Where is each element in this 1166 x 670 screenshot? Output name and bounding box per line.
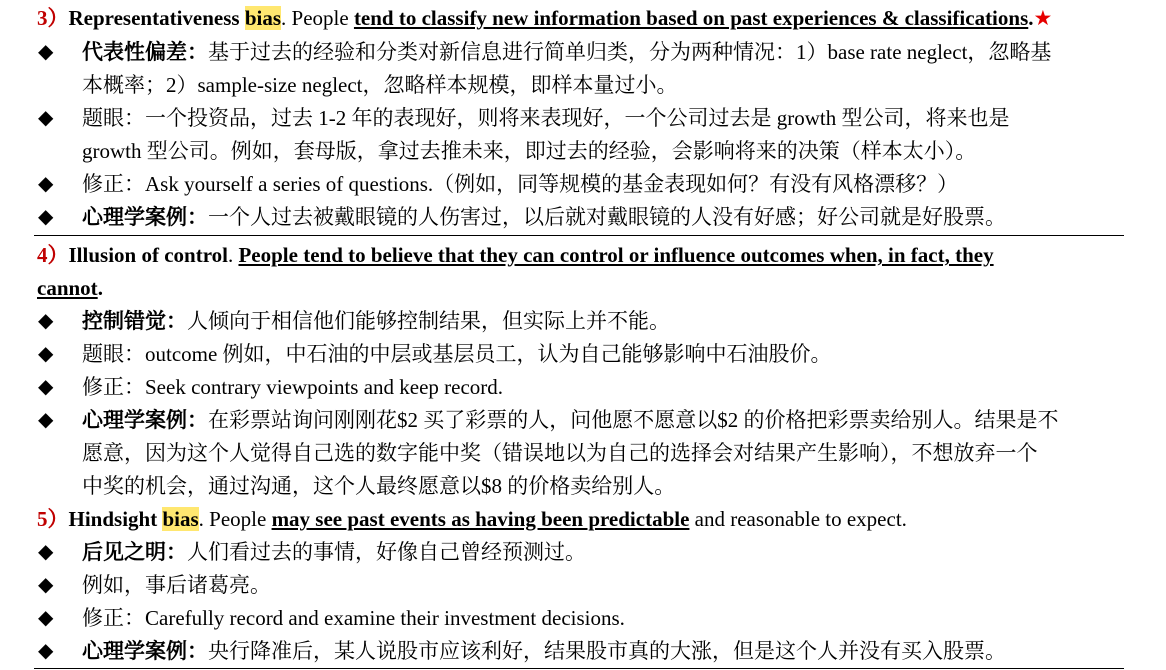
section-title: Illusion of control <box>68 243 228 267</box>
item-label: 后见之明： <box>82 540 187 564</box>
section-number: 3） <box>37 6 69 30</box>
underlined-definition: People tend to believe that they can control or influence outcomes when, in fact, they <box>238 243 994 267</box>
diamond-bullet-icon: ◆ <box>38 607 54 629</box>
list-item-continuation <box>0 135 1166 168</box>
list-item <box>0 569 1166 602</box>
highlighted-word: bias <box>162 507 199 531</box>
diamond-bullet-icon: ◆ <box>38 173 54 195</box>
highlighted-word: bias <box>244 6 282 30</box>
underlined-definition: may see past events as having been predictable <box>271 507 690 531</box>
section-number: 4） <box>37 243 69 267</box>
item-text: 修正：Ask yourself a series of questions.（例如，同等规模的基金表现如何？有没有风格漂移？） <box>82 172 959 196</box>
item-text: 题眼：一个投资品，过去 1-2 年的表现好，则将来表现好，一个公司过去是 growth 型公司，将来也是 <box>82 106 1010 130</box>
diamond-bullet-icon: ◆ <box>38 310 54 332</box>
diamond-bullet-icon: ◆ <box>38 206 54 228</box>
section-4-heading-continuation <box>37 272 1166 305</box>
item-text: 中奖的机会，通过沟通，这个人最终愿意以$8 的价格卖给别人。 <box>82 474 676 498</box>
list-item <box>0 536 1166 569</box>
diamond-bullet-icon: ◆ <box>38 41 54 63</box>
list-item <box>0 635 1166 668</box>
list-item <box>0 36 1166 69</box>
item-text: 基于过去的经验和分类对新信息进行简单归类，分为两种情况：1）base rate neglect，忽略基 <box>208 40 1052 64</box>
list-item <box>0 371 1166 404</box>
list-item-continuation <box>0 470 1166 503</box>
list-item <box>0 201 1166 234</box>
item-label: 代表性偏差： <box>82 40 208 64</box>
underlined-definition: tend to classify new information based on past experiences & classifications <box>353 6 1029 30</box>
heading-end: . <box>1028 6 1034 30</box>
list-item-continuation <box>0 437 1166 470</box>
divider <box>34 235 1124 236</box>
item-text: 人倾向于相信他们能够控制结果，但实际上并不能。 <box>187 309 670 333</box>
diamond-bullet-icon: ◆ <box>38 343 54 365</box>
item-text: growth 型公司。例如，套母版，拿过去推未来，即过去的经验，会影响将来的决策（样本太小）。 <box>82 139 977 163</box>
divider <box>34 668 1124 669</box>
heading-text: . People <box>198 507 272 531</box>
item-text: 一个人过去被戴眼镜的人伤害过，以后就对戴眼镜的人没有好感；好公司就是好股票。 <box>208 205 1006 229</box>
list-item <box>0 338 1166 371</box>
item-text: 愿意，因为这个人觉得自己选的数字能中奖（错误地以为自己的选择会对结果产生影响），不想放弃一个 <box>82 441 1038 465</box>
star-icon: ★ <box>1033 6 1053 30</box>
item-text: 央行降准后，某人说股市应该利好，结果股市真的大涨，但是这个人并没有买入股票。 <box>208 639 1006 663</box>
diamond-bullet-icon: ◆ <box>38 640 54 662</box>
section-title: Hindsight <box>68 507 158 531</box>
item-label: 心理学案例： <box>82 205 208 229</box>
diamond-bullet-icon: ◆ <box>38 541 54 563</box>
heading-text: . <box>227 243 239 267</box>
list-item <box>0 305 1166 338</box>
heading-text: . People <box>281 6 354 30</box>
section-3-heading <box>37 2 1166 35</box>
list-item <box>0 602 1166 635</box>
section-number: 5） <box>37 507 69 531</box>
item-text: 修正：Seek contrary viewpoints and keep record. <box>82 375 504 399</box>
section-4-heading <box>37 239 1166 272</box>
item-text: 本概率；2）sample-size neglect，忽略样本规模，即样本量过小。 <box>82 73 678 97</box>
item-text: 例如，事后诸葛亮。 <box>82 573 271 597</box>
list-item-continuation <box>0 69 1166 102</box>
list-item <box>0 404 1166 437</box>
list-item <box>0 102 1166 135</box>
heading-end: and reasonable to expect. <box>689 507 907 531</box>
diamond-bullet-icon: ◆ <box>38 574 54 596</box>
diamond-bullet-icon: ◆ <box>38 107 54 129</box>
list-item <box>0 168 1166 201</box>
item-text: 人们看过去的事情，好像自己曾经预测过。 <box>187 540 586 564</box>
diamond-bullet-icon: ◆ <box>38 409 54 431</box>
section-5-heading <box>37 503 1166 536</box>
item-label: 心理学案例： <box>82 408 208 432</box>
diamond-bullet-icon: ◆ <box>38 376 54 398</box>
item-text: 修正：Carefully record and examine their investment decisions. <box>82 606 625 630</box>
item-label: 心理学案例： <box>82 639 208 663</box>
item-text: 在彩票站询问刚刚花$2 买了彩票的人，问他愿不愿意以$2 的价格把彩票卖给别人。结果是不 <box>208 408 1059 432</box>
section-title: Representativeness <box>68 6 240 30</box>
heading-end: . <box>97 276 103 300</box>
item-text: 题眼：outcome 例如，中石油的中层或基层员工，认为自己能够影响中石油股价。 <box>82 342 832 366</box>
underlined-definition: cannot <box>37 276 98 300</box>
item-label: 控制错觉： <box>82 309 187 333</box>
